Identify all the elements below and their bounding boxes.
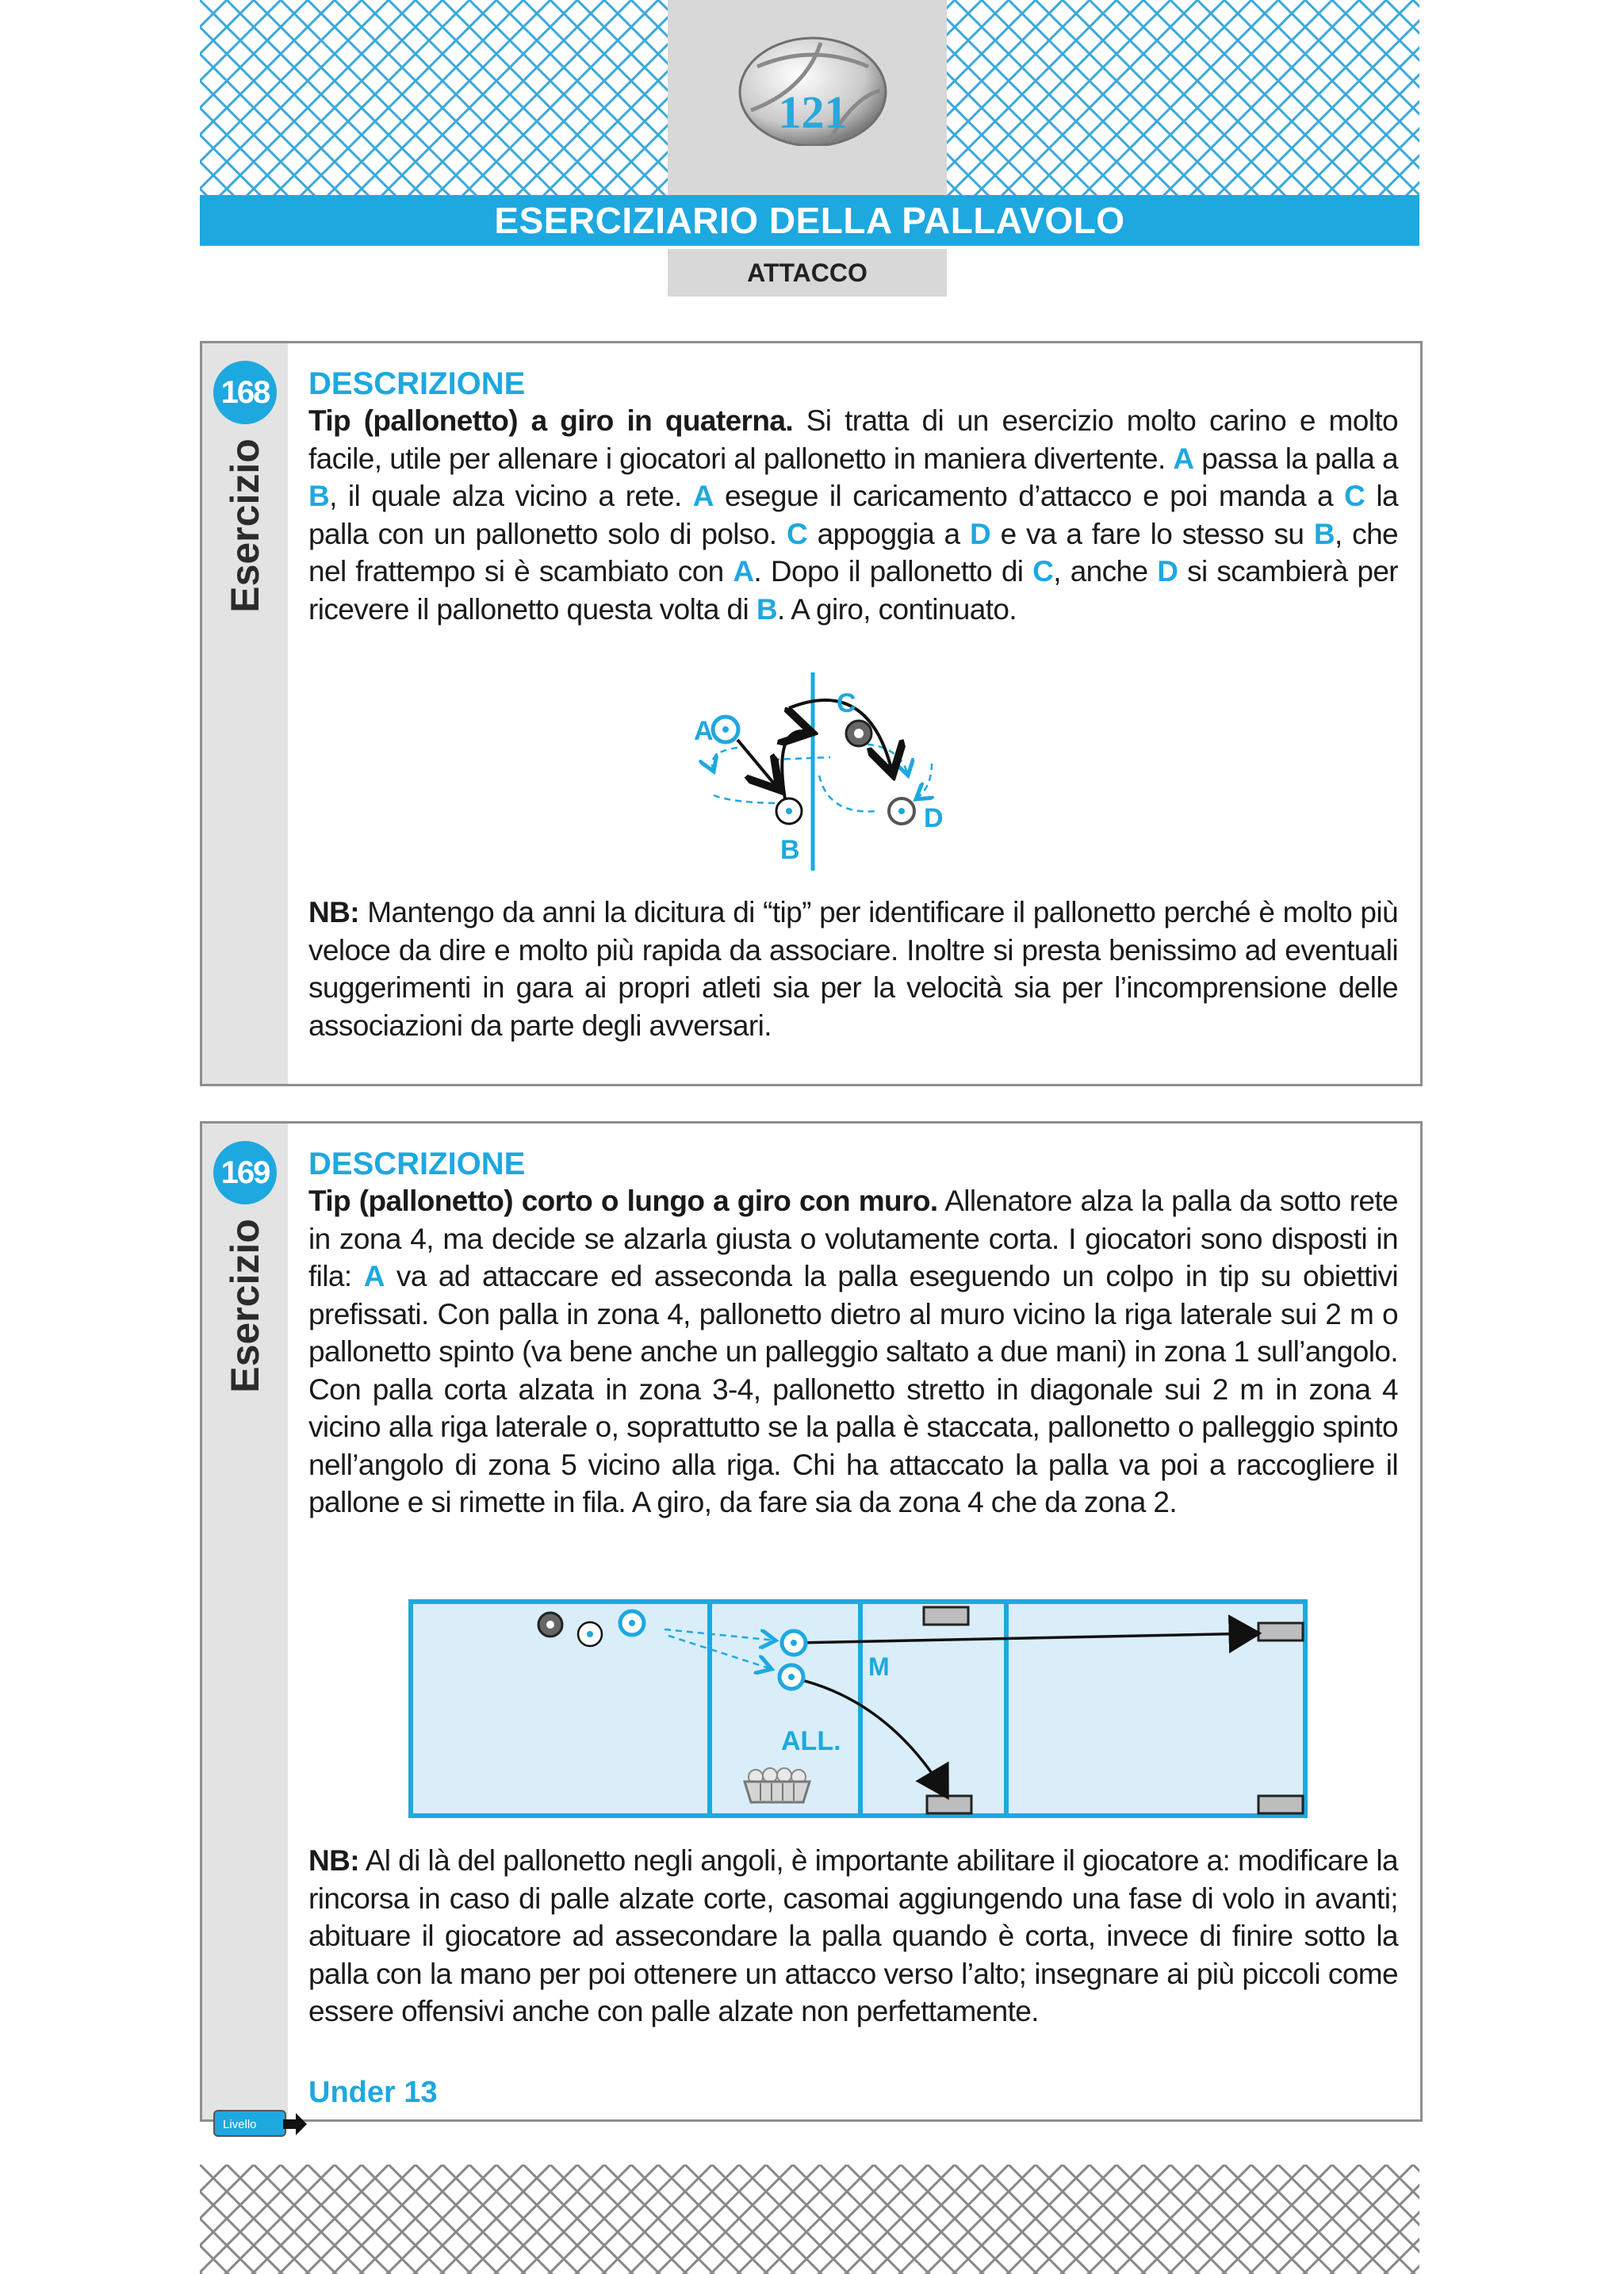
net-pattern-bottom [200,2165,1419,2274]
note-label: NB: [308,896,359,928]
exercise-number-badge: 168 [213,361,277,424]
label-c: C [837,688,856,718]
label-allenatore: ALL. [781,1726,841,1756]
ball-basket-icon [745,1768,810,1802]
page-number: 121 [778,86,848,138]
exercise-title: Tip (pallonetto) a giro in quaterna. [308,404,793,437]
description-heading: DESCRIZIONE [308,366,526,401]
book-title: ESERCIZIARIO DELLA PALLAVOLO [200,195,1419,246]
court-diagram [407,1598,1312,1824]
exercise-side-label: Esercizio [223,438,267,613]
exercise-number-badge: 169 [213,1141,277,1204]
note-block [308,894,1398,1044]
description-heading: DESCRIZIONE [308,1147,526,1181]
exercise-side-label: Esercizio [223,1219,267,1393]
exercise-card-168 [200,341,1423,1086]
note-text: NB: Al di là del pallonetto negli angoli, è importante abilitare il giocatore a: modificare la rincorsa in caso di palle alzate corte, casomai aggiungendo una fase di volo in avanti; abituare il giocatore ad assecondare la palla quando è corta, invece di finire sotto la palla con la mano per poi ottenere un attacco verso l’alto; insegnare ai più piccoli come essere offensivi anche con palle alzate non perfettamente. [308,1844,1399,2027]
description-text: Tip (pallonetto) a giro in quaterna. Si tratta di un esercizio molto carino e molto facile, utile per allenare i giocatori al pallonetto in maniera divertente. A passa la palla a B, il quale alza vicino a rete. A esegue il caricamento d’attacco e poi manda a C la palla con un pallonetto solo di polso. C appoggia a D e va a fare lo stesso su B, che nel frattempo si è scambiato con A. Dopo il pallonetto di C, anche D si scambierà per ricevere il pallonetto questa volta di B. A giro, continuato. [308,404,1399,626]
description-text: Tip (pallonetto) corto o lungo a giro con muro. Allenatore alza la palla da sotto rete in zona 4, ma decide se alzarla giusta o volutamente corta. I giocatori sono disposti in fila: A va ad attaccare ed asseconda la palla eseguendo un colpo in tip su obiettivi prefissati. Con palla in zona 4, pallonetto dietro al muro vicino la riga laterale sui 2 m o pallonetto spinto (va bene anche un palleggio saltato a due mani) in zona 1 sull’angolo. Con palla corta alzata in zona 3-4, pallonetto stretto in diagonale sui 2 m in zona 4 vicino alla riga laterale o, soprattutto se la palla è staccata, pallonetto o palleggio spinto nell’angolo di zona 5 vicino alla riga. Chi ha attaccato la palla va poi a raccogliere il pallone e si rimette in fila. A giro, da fare sia da zona 4 che da zona 2. [308,1185,1399,1518]
note-label: NB: [308,1844,359,1877]
exercise-diagram [646,660,979,875]
level-tag: Livello [213,2110,286,2137]
exercise-card-169 [200,1121,1423,2131]
exercise-content [308,366,1398,628]
exercise-sidebar [202,343,288,1084]
note-text: NB: Mantengo da anni la dicitura di “tip” per identificare il pallonetto perché è molto più veloce da dire e molto più rapida da associare. Inoltre si presta benissimo ad eventuali suggerimenti in gara ai propri atleti sia per la velocità sia per l’incomprensione delle associazioni da parte degli avversari. [308,896,1398,1042]
exercise-content [308,1146,1398,1522]
exercise-sidebar [202,1124,288,2131]
arrow-right-icon [283,2113,307,2135]
exercise-title: Tip (pallonetto) corto o lungo a giro con muro. [308,1185,938,1217]
label-m: M [868,1652,890,1681]
section-title: ATTACCO [668,249,947,297]
label-b: B [780,835,800,865]
level-value: Under 13 [308,2076,438,2109]
note-block [308,1842,1398,2031]
label-d: D [924,803,944,833]
label-a: A [694,716,714,746]
